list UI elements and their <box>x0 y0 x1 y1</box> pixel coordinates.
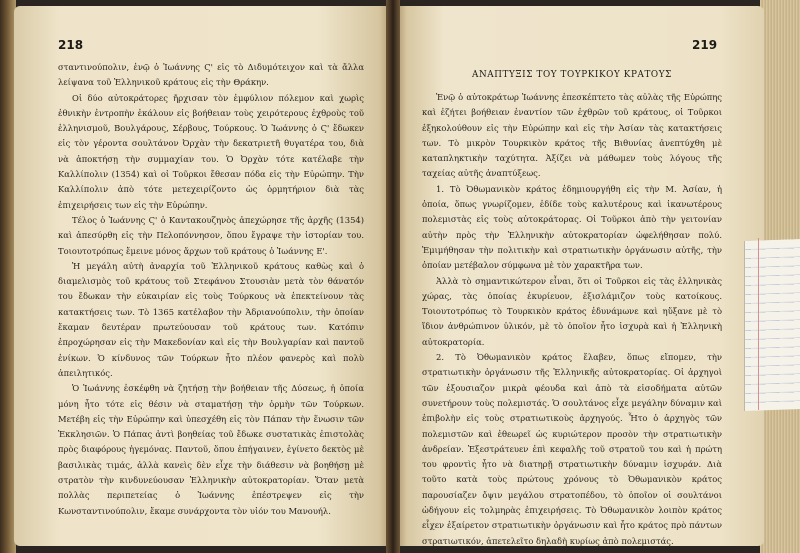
bookmark-paper <box>744 239 800 411</box>
page-number-left: 218 <box>58 38 84 52</box>
paragraph: 1. Τὸ Ὀθωμανικὸν κράτος ἐδημιουργήθη εἰς τὴν Μ. Ἀσίαν, ἡ ὁποία, ὅπως γνωρίζομεν, ἐδίδε τοὺς καλυτέρους καὶ ἱκανωτέρους πολεμιστὰς εἰς τοὺς αὐτοκράτορας. Οἱ Τοῦρκοι ἀπὸ τὴν γειτονίαν αὐτὴν πρὸς τὴν Ἑλληνικὴν αὐτοκρατορίαν ὠφελήθησαν πολύ. Ἐμιμήθησαν τὴν πολιτικὴν καὶ στρατιωτικὴν ὀργάνωσιν αὐτῆς, τὴν ὁποίαν μετέβαλον σύμφωνα μὲ τὸν χαρακτῆρα των. <box>422 183 722 271</box>
running-head: ΑΝΑΠΤΥΞΙΣ ΤΟΥ ΤΟΥΡΚΙΚΟΥ ΚΡΑΤΟΥΣ <box>472 70 672 80</box>
paragraph: Ἀλλὰ τὸ σημαντικώτερον εἶναι, ὅτι οἱ Τοῦρκοι εἰς τὰς ἑλληνικὰς χώρας, τὰς ὁποίας ἐκυρίευον, ἐξισλάμιζον τοὺς κατοίκους. Τοιουτοτρόπως τὸ Τουρκικὸν κράτος ἐδυνάμωνε καὶ ηὔξανε μὲ τὸ ἴδιον ἀνθρώπινον ὑλικόν, μὲ τὸ ὁποῖον ἦτο ἰσχυρὰ καὶ ἡ Ἑλληνικὴ αὐτοκρατορία. <box>422 275 722 347</box>
right-page <box>392 6 764 546</box>
left-page <box>14 6 394 546</box>
paragraph: Ὁ Ἰωάννης ἐσκέφθη νὰ ζητήσῃ τὴν βοήθειαν τῆς Δύσεως, ἡ ὁποία μόνη ἦτο τότε εἰς θέσιν νὰ σταματήσῃ τὴν ὁρμὴν τῶν Τούρκων. Μετέβη εἰς τὴν Εὐρώπην καὶ ὑπεσχέθη εἰς τὸν Πάπαν τὴν ἕνωσιν τῶν Ἐκκλησιῶν. Ὁ Πάπας ἀντὶ βοηθείας τοῦ ἔδωκε συστατικὰς ἐπιστολὰς πρὸς διαφόρους ἡγεμόνας. Παντοῦ, ὅπου ἐπήγαινεν, ἐγίνετο δεκτὸς μὲ βασιλικὰς τιμάς, ἀλλὰ κανεὶς δὲν εἶχε τὴν διάθεσιν νὰ βοηθήσῃ μὲ στρατὸν τὴν κινδυνεύουσαν Ἑλληνικὴν αὐτοκρατορίαν. Ὅταν μετὰ πολλὰς περιπετείας ὁ Ἰωάννης ἐπέστρεψεν εἰς τὴν Κωνσταντινούπολιν, ἔκαμε συνάρχοντα τὸν υἱόν του Μανουήλ. <box>58 383 364 516</box>
paragraph: σταντινούπολιν, ἐνῷ ὁ Ἰωάννης Ϛ' εἰς τὸ Διδυμότειχον καὶ τὰ ἄλλα λείψανα τοῦ Ἑλληνικοῦ κράτους εἰς τὴν Θράκην. <box>58 62 364 88</box>
bookmark-margin-line <box>758 238 759 410</box>
paragraph: Ἐνῷ ὁ αὐτοκράτωρ Ἰωάννης ἐπεσκέπτετο τὰς αὐλὰς τῆς Εὐρώπης καὶ ἐζήτει βοήθειαν ἐναντίον τῶν ἐχθρῶν τοῦ κράτους, οἱ Τοῦρκοι ἐξηκολούθουν εἰς τὴν Εὐρώπην καὶ εἰς τὴν Ἀσίαν τὰς κατακτήσεις των. Τὸ μικρὸν Τουρκικὸν κράτος τῆς Βιθυνίας ἀνεπτύχθη μὲ καταπληκτικὴν ταχύτητα. Ἀξίζει νὰ μάθωμεν τοὺς λόγους τῆς ταχείας αὐτῆς ἀναπτύξεως. <box>422 92 722 179</box>
page-number-right: 219 <box>692 38 718 52</box>
book-gutter <box>386 0 400 553</box>
left-page-text <box>58 60 364 519</box>
paragraph: 2. Τὸ Ὀθωμανικὸν κράτος ἔλαβεν, ὅπως εἴπομεν, τὴν στρατιωτικὴν ὀργάνωσιν τῆς Ἑλληνικῆς αὐτοκρατορίας. Οἱ ἀρχηγοὶ τῶν ἐξουσιαζον μικρὰ φέουδα καὶ ἀπὸ τὰ εἰσοδήματα αὐτῶν συνετήρουν τοὺς πολεμιστάς. Ὁ σουλτάνος εἶχε μεγάλην δύναμιν καὶ ἐπιβολὴν εἰς τοὺς στρατιωτικοὺς ἀρχηγούς. Ἦτο ὁ ἀρχηγὸς τῶν πολεμιστῶν καὶ ἐθεωρεῖ ὡς κυριώτερον προσὸν τὴν στρατιωτικὴν ἀνδρείαν. Ἐξεστράτευεν ἐπὶ κεφαλῆς τοῦ στρατοῦ του καὶ ἡ πρώτη του φροντὶς ἦτο νὰ διατηρῇ στρατιωτικὴν δύναμιν ἰσχυράν. Διὰ τοῦτο κατὰ τοὺς πρώτους χρόνους τὸ Ὀθωμανικὸν κράτος παρουσίαζεν ὄψιν μεγάλου στρατοπέδου, τὸ ὁποῖον οἱ σουλτάνοι ὡδήγουν εἰς τολμηρὰς ἐπιχειρήσεις. Τὸ Ὀθωμανικὸν λοιπὸν κράτος εἶχεν ἐξαίρετον στρατιωτικὴν ὀργάνωσιν καὶ ἦτο κράτος πρὸ πάντων στρατιωτικόν, ἀπετελεῖτο δηλαδὴ κυρίως ἀπὸ πολεμιστάς. <box>422 352 722 546</box>
right-page-text <box>422 90 722 546</box>
paragraph: Ἡ μεγάλη αὐτὴ ἀναρχία τοῦ Ἑλληνικοῦ κράτους καθὼς καὶ ὁ διαμελισμὸς τοῦ κράτους τοῦ Στεφάνου Στουσιὰν μετὰ τὸν θάνατόν του ἔδωκαν τὴν εὐκαιρίαν εἰς τοὺς Τούρκους νὰ ἐπεκτείνουν τὰς κατακτήσεις των. Τὸ 1365 κατέλαβον τὴν Ἀδριανούπολιν, τὴν ὁποίαν ἔκαμαν δευτέραν πρωτεύουσαν τοῦ κράτους των. Κατόπιν ἐπροχώρησαν εἰς τὴν Μακεδονίαν καὶ εἰς τὴν Βουλγαρίαν καὶ παντοῦ ἐνίκων. Ὁ κίνδυνος τῶν Τούρκων ἦτο πλέον φανερὸς καὶ πολὺ ἀπειλητικός. <box>58 260 364 378</box>
paragraph: Οἱ δύο αὐτοκράτορες ἤρχισαν τὸν ἐμφύλιον πόλεμον καὶ χωρὶς ἐθνικὴν ἐντροπὴν ἐκάλουν εἰς βοήθειαν τοὺς χειρότερους ἐχθροὺς τοῦ ἑλληνισμοῦ, Βουλγάρους, Σέρβους, Τούρκους. Ὁ Ἰωάννης ὁ Ϛ' ἔδωκεν εἰς τὸν γέροντα σουλτάνον Ὀρχὰν τὴν δεκατριετῆ θυγατέρα του, διὰ νὰ ἀποκτήσῃ τὴν συμμαχίαν του. Ὁ Ὀρχὰν τότε κατέλαβε τὴν Καλλίπολιν (1354) καὶ οἱ Τοῦρκοι ἔθεσαν πόδα εἰς τὴν Εὐρώπην. Τὴν Καλλίπολιν ἀπὸ τότε μετεχειρίζοντο ὡς ὁρμητήριον διὰ τὰς ἐπιχειρήσεις των εἰς τὴν Εὐρώπην. <box>58 92 364 210</box>
paragraph: Τέλος ὁ Ἰωάννης Ϛ' ὁ Καντακουζηνὸς ἀπεχώρησε τῆς ἀρχῆς (1354) καὶ ἀπεσύρθη εἰς τὴν Πελοπόννησον, ὅπου ἔγραψε τὴν ἱστορίαν του. Τοιουτοτρόπως ἔμεινε μόνος ἄρχων τοῦ κράτους ὁ Ἰωάννης Ε'. <box>58 214 364 256</box>
